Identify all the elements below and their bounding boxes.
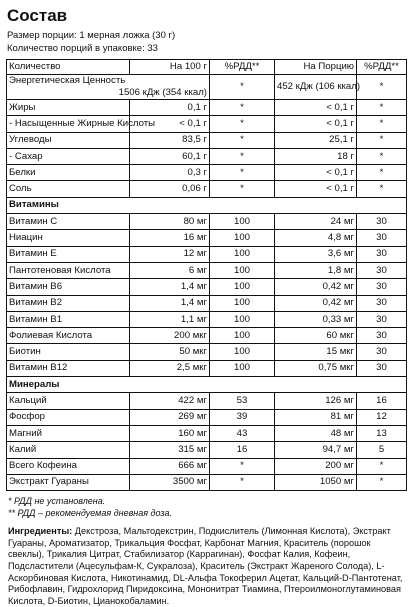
value-per-100g: 0,06 г — [130, 181, 210, 197]
table-row — [7, 442, 407, 458]
rdd-per-serving: * — [357, 132, 407, 148]
rdd-per-100g: * — [210, 458, 275, 474]
table-row — [7, 132, 407, 148]
rdd-per-serving: 30 — [357, 295, 407, 311]
nutrient-name: - Насыщенные Жирные Кислоты — [7, 116, 130, 132]
nutrient-name: Фосфор — [7, 409, 130, 425]
value-per-serving: 94,7 мг — [275, 442, 357, 458]
value-per-serving: 15 мкг — [275, 344, 357, 360]
rdd-per-serving: 30 — [357, 262, 407, 278]
value-per-100g: 269 мг — [130, 409, 210, 425]
rdd-per-100g: 43 — [210, 425, 275, 441]
footnotes — [8, 495, 407, 519]
ingredients — [8, 526, 406, 607]
value-per-100g: 1,4 мг — [130, 279, 210, 295]
table-row — [7, 328, 407, 344]
rdd-per-100g: 39 — [210, 409, 275, 425]
value-per-serving: < 0,1 г — [275, 181, 357, 197]
page-title: Состав — [7, 6, 68, 25]
value-per-100g: 315 мг — [130, 442, 210, 458]
nutrient-name: Витамин В2 — [7, 295, 130, 311]
rdd-per-100g: * — [210, 116, 275, 132]
serving-size: Размер порции: 1 мерная ложка (30 г) — [7, 30, 176, 41]
value-per-100g: 0,1 г — [130, 100, 210, 116]
table-row — [7, 181, 407, 197]
rdd-per-100g: * — [210, 474, 275, 490]
energy-rdd-100g: * — [210, 75, 275, 100]
value-per-100g: 60,1 г — [130, 148, 210, 164]
table-row — [7, 116, 407, 132]
value-per-serving: 4,8 мг — [275, 230, 357, 246]
rdd-per-serving: * — [357, 116, 407, 132]
rdd-per-100g: 100 — [210, 360, 275, 376]
nutrient-name: Калий — [7, 442, 130, 458]
table-header-row — [7, 60, 407, 75]
table-row — [7, 425, 407, 441]
rdd-per-100g: 100 — [210, 262, 275, 278]
rdd-per-serving: 30 — [357, 214, 407, 230]
value-per-100g: 666 мг — [130, 458, 210, 474]
header-rdd-serving: %РДД** — [357, 60, 407, 75]
rdd-per-100g: * — [210, 132, 275, 148]
table-row — [7, 360, 407, 376]
value-per-serving: 200 мг — [275, 458, 357, 474]
rdd-per-serving: 5 — [357, 442, 407, 458]
energy-per-serving: 452 кДж (106 ккал) — [275, 75, 357, 100]
table-row — [7, 295, 407, 311]
rdd-per-serving: 30 — [357, 230, 407, 246]
energy-label: Энергетическая Ценность — [9, 75, 126, 86]
rdd-per-serving: * — [357, 181, 407, 197]
nutrient-name: Витамин С — [7, 214, 130, 230]
ingredients-label: Ингредиенты: — [8, 526, 73, 537]
value-per-serving: 0,33 мг — [275, 311, 357, 327]
value-per-serving: 48 мг — [275, 425, 357, 441]
table-row — [7, 311, 407, 327]
rdd-per-serving: 13 — [357, 425, 407, 441]
value-per-100g: 200 мкг — [130, 328, 210, 344]
rdd-per-100g: 100 — [210, 328, 275, 344]
nutrient-name: Углеводы — [7, 132, 130, 148]
table-row — [7, 262, 407, 278]
nutrient-name: Соль — [7, 181, 130, 197]
rdd-per-100g: 100 — [210, 230, 275, 246]
rdd-per-100g: 100 — [210, 295, 275, 311]
header-per-100g: На 100 г — [130, 60, 210, 75]
energy-cell — [7, 75, 210, 100]
rdd-per-100g: * — [210, 100, 275, 116]
table-row — [7, 393, 407, 409]
nutrient-name: Витамин Е — [7, 246, 130, 262]
nutrient-name: - Сахар — [7, 148, 130, 164]
rdd-per-100g: 100 — [210, 311, 275, 327]
value-per-serving: 18 г — [275, 148, 357, 164]
header-per-serving: На Порцию — [275, 60, 357, 75]
value-per-serving: 81 мг — [275, 409, 357, 425]
rdd-per-100g: 53 — [210, 393, 275, 409]
rdd-per-100g: * — [210, 165, 275, 181]
energy-rdd-serving: * — [357, 75, 407, 100]
rdd-per-100g: 100 — [210, 214, 275, 230]
value-per-100g: 160 мг — [130, 425, 210, 441]
nutrient-name: Пантотеновая Кислота — [7, 262, 130, 278]
value-per-serving: < 0,1 г — [275, 116, 357, 132]
table-row — [7, 148, 407, 164]
table-row — [7, 474, 407, 490]
value-per-serving: 24 мг — [275, 214, 357, 230]
nutrient-name: Ниацин — [7, 230, 130, 246]
minerals-section-header-label: Минералы — [7, 377, 407, 393]
value-per-serving: 25,1 г — [275, 132, 357, 148]
value-per-serving: 0,42 мг — [275, 295, 357, 311]
value-per-serving: 60 мкг — [275, 328, 357, 344]
vitamins-section-header — [7, 197, 407, 213]
nutrient-name: Всего Кофеина — [7, 458, 130, 474]
rdd-per-serving: 16 — [357, 393, 407, 409]
value-per-serving: < 0,1 г — [275, 100, 357, 116]
table-row — [7, 230, 407, 246]
nutrient-name: Витамин В6 — [7, 279, 130, 295]
ingredients-text: Декстроза, Мальтодекстрин, Подкислитель (Лимонная Кислота), Экстракт Гуараны, Ароматизатор, Трикальция Фосфат, Карбонат Магния, Краситель (порошок свеклы), Трикалия Цитрат, Стабилизатор (Каррагинан), Фосфат Калия, Кофеин, Подсластители (Ацесульфам-К, Сукралоза), Краситель (Экстракт Жареного Солода), L-Аскорбиновая Кислота, Никотинамид, DL-Альфа Токоферил Ацетат, Кальций-D-Пантотенат, Рибофлавин, Гидрохлорид Пиридоксина, Мононитрат Тиамина, Птероилмоноглутаминовая Кислота, D-Биотин, Цианокобаламин. — [8, 526, 403, 606]
value-per-100g: 80 мг — [130, 214, 210, 230]
rdd-per-100g: 16 — [210, 442, 275, 458]
value-per-serving: 1050 мг — [275, 474, 357, 490]
rdd-per-serving: 30 — [357, 246, 407, 262]
value-per-100g: 0,3 г — [130, 165, 210, 181]
value-per-100g: < 0,1 г — [130, 116, 210, 132]
energy-per-100g: 1506 кДж (354 ккал) — [118, 87, 207, 98]
rdd-per-serving: 30 — [357, 344, 407, 360]
servings-per-container: Количество порций в упаковке: 33 — [7, 43, 158, 54]
rdd-per-serving: * — [357, 458, 407, 474]
value-per-serving: 0,75 мкг — [275, 360, 357, 376]
value-per-100g: 2,5 мкг — [130, 360, 210, 376]
nutrient-name: Биотин — [7, 344, 130, 360]
value-per-100g: 1,1 мг — [130, 311, 210, 327]
table-row — [7, 214, 407, 230]
header-rdd-100g: %РДД** — [210, 60, 275, 75]
energy-row — [7, 75, 407, 100]
value-per-100g: 12 мг — [130, 246, 210, 262]
nutrient-name: Жиры — [7, 100, 130, 116]
table-row — [7, 409, 407, 425]
nutrient-name: Фолиевая Кислота — [7, 328, 130, 344]
value-per-100g: 3500 мг — [130, 474, 210, 490]
value-per-serving: 3,6 мг — [275, 246, 357, 262]
footnote-rdd-definition: ** РДД – рекомендуемая дневная доза. — [8, 508, 173, 519]
rdd-per-serving: 30 — [357, 311, 407, 327]
table-row — [7, 246, 407, 262]
nutrient-name: Экстракт Гуараны — [7, 474, 130, 490]
nutrition-table — [6, 59, 407, 491]
value-per-serving: 126 мг — [275, 393, 357, 409]
rdd-per-serving: 30 — [357, 279, 407, 295]
rdd-per-100g: 100 — [210, 279, 275, 295]
value-per-100g: 6 мг — [130, 262, 210, 278]
rdd-per-serving: * — [357, 148, 407, 164]
rdd-per-serving: * — [357, 474, 407, 490]
vitamins-section-header-label: Витамины — [7, 197, 407, 213]
value-per-serving: 1,8 мг — [275, 262, 357, 278]
rdd-per-serving: 30 — [357, 328, 407, 344]
table-row — [7, 279, 407, 295]
rdd-per-100g: * — [210, 181, 275, 197]
nutrient-name: Кальций — [7, 393, 130, 409]
value-per-100g: 16 мг — [130, 230, 210, 246]
header-quantity: Количество — [7, 60, 130, 75]
rdd-per-100g: * — [210, 148, 275, 164]
nutrient-name: Белки — [7, 165, 130, 181]
footnote-rdd-not-set: * РДД не установлена. — [8, 496, 106, 507]
nutrient-name: Витамин В1 — [7, 311, 130, 327]
nutrient-name: Витамин В12 — [7, 360, 130, 376]
minerals-section-header — [7, 377, 407, 393]
rdd-per-serving: * — [357, 165, 407, 181]
rdd-per-100g: 100 — [210, 246, 275, 262]
nutrient-name: Магний — [7, 425, 130, 441]
rdd-per-serving: 12 — [357, 409, 407, 425]
rdd-per-100g: 100 — [210, 344, 275, 360]
rdd-per-serving: * — [357, 100, 407, 116]
table-row — [7, 100, 407, 116]
value-per-serving: 0,42 мг — [275, 279, 357, 295]
table-row — [7, 165, 407, 181]
value-per-serving: < 0,1 г — [275, 165, 357, 181]
table-row — [7, 344, 407, 360]
value-per-100g: 422 мг — [130, 393, 210, 409]
rdd-per-serving: 30 — [357, 360, 407, 376]
value-per-100g: 50 мкг — [130, 344, 210, 360]
value-per-100g: 1,4 мг — [130, 295, 210, 311]
value-per-100g: 83,5 г — [130, 132, 210, 148]
table-row — [7, 458, 407, 474]
